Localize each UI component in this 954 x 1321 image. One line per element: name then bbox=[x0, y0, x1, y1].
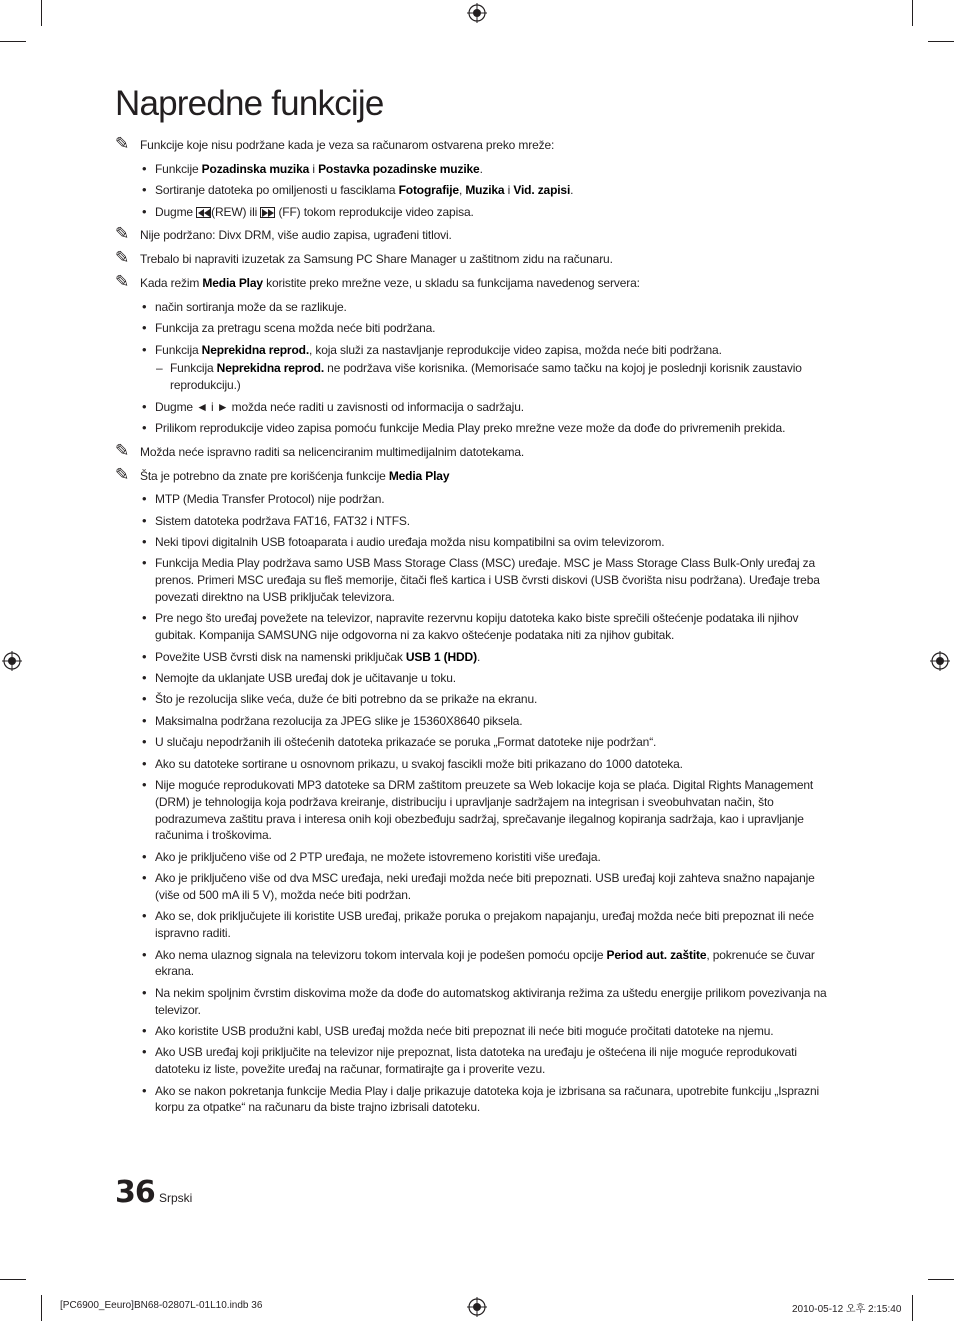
bold-term: Pozadinska muzika bbox=[201, 161, 310, 176]
list-item bbox=[115, 491, 840, 508]
crop-mark bbox=[41, 1295, 42, 1321]
bullet-icon: • bbox=[142, 320, 147, 336]
list-item bbox=[115, 342, 840, 359]
registration-mark-icon bbox=[2, 651, 22, 671]
page-number: 36 bbox=[115, 1175, 155, 1210]
text: Na nekim spoljnim čvrstim diskovima može da dođe do automatskog aktiviranja režima za uštedu energije prilikom povezivanja na televizor. bbox=[155, 985, 827, 1017]
text: Ako su datoteke sortirane u osnovnom prikazu, u svakoj fascikli može biti prikazano do 1000 datoteka. bbox=[155, 756, 683, 771]
text: Funkcija za pretragu scena možda neće biti podržana. bbox=[155, 321, 436, 336]
bullet-icon: • bbox=[142, 908, 147, 924]
text: (REW) ili bbox=[211, 204, 261, 219]
bold-term: Vid. zapisi bbox=[513, 183, 571, 198]
list-item bbox=[115, 399, 840, 416]
list-item bbox=[115, 734, 840, 751]
text: Nije moguće reprodukovati MP3 datoteke sa DRM zaštitom preuzete sa Web lokacije koja se plaća. Digital Rights Management (DRM) je tehnologija koja podržava kreiranje, distribuciju i upravljanje sadržajem na integrisan i sveobuhvatan način, što podrazumeva zaštitu prava i interesa onih koji obezbeđuju sadržaj, sprečavanje ilegalnog kopiranja sadržaja, kao i upravljanje računima i troškovima. bbox=[155, 778, 814, 843]
list-item bbox=[115, 1083, 840, 1117]
text: MTP (Media Transfer Protocol) nije podržan. bbox=[155, 492, 385, 507]
list-item bbox=[115, 985, 840, 1019]
bullet-icon: • bbox=[142, 398, 147, 414]
list-item bbox=[115, 691, 840, 708]
text: Dugme bbox=[155, 204, 197, 219]
crop-mark bbox=[912, 0, 913, 26]
list-item bbox=[115, 161, 840, 178]
text: . bbox=[476, 649, 481, 664]
fast-forward-icon bbox=[260, 207, 275, 218]
list-item bbox=[115, 320, 840, 337]
text: , pokrenuće se čuvar ekrana. bbox=[155, 947, 815, 979]
bold-term: USB 1 (HDD) bbox=[405, 649, 477, 664]
text: . bbox=[570, 183, 574, 198]
text: Maksimalna podržana rezolucija za JPEG slike je 15360X8640 piksela. bbox=[155, 713, 523, 728]
pencil-note-icon: ✎ bbox=[115, 464, 130, 484]
list-item bbox=[115, 1023, 840, 1040]
list-item bbox=[115, 908, 840, 942]
note-text: Funkcije koje nisu podržane kada je veza sa računarom ostvarena preko mreže: bbox=[140, 138, 555, 152]
bullet-icon: • bbox=[142, 777, 147, 792]
bullet-icon: • bbox=[142, 298, 147, 314]
bullet-icon: • bbox=[142, 160, 147, 176]
page-language: Srpski bbox=[159, 1191, 193, 1205]
list-item bbox=[115, 649, 840, 666]
bullet-icon: • bbox=[142, 870, 147, 886]
text: Prilikom reprodukcije video zapisa pomoću funkcije Media Play preko mrežne veze može da dođe do privremenih prekida. bbox=[155, 420, 786, 435]
text: Pre nego što uređaj povežete na televizor, napravite rezervnu kopiju datoteka kako biste sprečili oštećenje podataka ili njihov gubitak. Kompanija SAMSUNG nije odgovorna ni za kakvo oštećenje podataka niti za njihov gubitak. bbox=[155, 611, 799, 643]
bullet-icon: • bbox=[142, 341, 147, 357]
text: Sistem datoteka podržava FAT16, FAT32 i NTFS. bbox=[155, 513, 410, 528]
list-item bbox=[115, 204, 840, 221]
list-item bbox=[115, 713, 840, 730]
bold-term: Muzika bbox=[465, 183, 505, 198]
list-item bbox=[115, 534, 840, 551]
crop-mark bbox=[0, 1279, 26, 1280]
bullet-icon: • bbox=[142, 534, 147, 550]
crop-mark bbox=[928, 41, 954, 42]
text: Sortiranje datoteka po omiljenosti u fasciklama bbox=[155, 183, 399, 198]
text: Dugme ◄ i ► možda neće raditi u zavisnosti od informacija o sadržaju. bbox=[155, 399, 524, 414]
text: Ako se, dok priključujete ili koristite USB uređaj, prikaže poruka o prejakom napajanju, uređaj možda neće biti prepoznat ili neće ispravno raditi. bbox=[155, 909, 814, 941]
bullet-icon: • bbox=[142, 984, 147, 1000]
dash-marker: – bbox=[156, 361, 163, 376]
bullet-icon: • bbox=[142, 648, 147, 664]
bullet-icon: • bbox=[142, 419, 147, 435]
list-item bbox=[115, 756, 840, 773]
bullet-icon: • bbox=[142, 512, 147, 528]
note bbox=[115, 440, 840, 461]
text: Šta je potrebno da znate pre korišćenja funkcije bbox=[140, 468, 389, 483]
note bbox=[115, 248, 840, 268]
note-text: Možda neće ispravno raditi sa nelicenciranim multimedijalnim datotekama. bbox=[140, 444, 525, 459]
list-item bbox=[115, 420, 840, 437]
pencil-note-icon: ✎ bbox=[115, 440, 130, 460]
list-item bbox=[115, 849, 840, 866]
text: način sortiranja može da se razlikuje. bbox=[155, 299, 347, 314]
text: Ako je priključeno više od 2 PTP uređaja, ne možete istovremeno koristiti više uređaja. bbox=[155, 849, 601, 864]
list-item bbox=[115, 670, 840, 687]
bold-term: Postavka pozadinske muzike bbox=[318, 161, 480, 176]
text: . bbox=[479, 161, 483, 176]
bullet-icon: • bbox=[142, 755, 147, 771]
list-item bbox=[115, 1044, 840, 1078]
note bbox=[115, 134, 840, 154]
text: Ako koristite USB produžni kabl, USB uređaj možda neće biti prepoznat ili neće biti moguće pročitati datoteke na njemu. bbox=[155, 1023, 774, 1038]
text: i bbox=[504, 183, 514, 198]
text: Funkcija bbox=[155, 342, 202, 357]
bullet-icon: • bbox=[142, 1044, 147, 1060]
bullet-icon: • bbox=[142, 182, 147, 198]
list-item bbox=[115, 610, 840, 644]
text: Funkcija bbox=[170, 361, 217, 376]
text: Funkcije bbox=[155, 161, 202, 176]
list-item bbox=[115, 947, 840, 981]
pencil-note-icon: ✎ bbox=[115, 134, 130, 153]
list-item bbox=[115, 555, 840, 605]
bullet-icon: • bbox=[142, 946, 147, 962]
note bbox=[115, 224, 840, 244]
page-content bbox=[115, 134, 840, 1121]
bullet-icon: • bbox=[142, 555, 147, 571]
list-item bbox=[115, 870, 840, 904]
bullet-icon: • bbox=[142, 670, 147, 686]
text: koristite preko mrežne veze, u skladu sa funkcijama navedenog servera: bbox=[262, 275, 640, 290]
bold-term: Period aut. zaštite bbox=[606, 947, 707, 962]
text: (FF) tokom reprodukcije video zapisa. bbox=[275, 204, 474, 219]
note-text: Trebalo bi napraviti izuzetak za Samsung PC Share Manager u zaštitnom zidu na računaru. bbox=[140, 252, 613, 267]
list-item bbox=[115, 513, 840, 530]
text: Ako je priključeno više od dva MSC uređaja, neki uređaji možda neće biti prepoznati. USB uređaj koji zahteva snažno napajanje (više od 500 mA ili 5 V), možda neće biti podržan. bbox=[155, 871, 815, 902]
bold-term: Neprekidna reprod. bbox=[201, 342, 309, 357]
text: Povežite USB čvrsti disk na namenski priključak bbox=[155, 649, 406, 664]
sub-list-item bbox=[115, 360, 840, 394]
text: Ako nema ulaznog signala na televizoru tokom intervala koji je podešen pomoću opcije bbox=[155, 947, 607, 962]
text: ne podržava više korisnika. (Memorisaće samo tačku na kojoj je poslednji korisnik zaustavio reprodukciju.) bbox=[170, 361, 802, 393]
text: Neki tipovi digitalnih USB fotoaparata i audio uređaja možda nisu kompatibilni sa ovim televizorom. bbox=[155, 535, 665, 550]
registration-mark-icon bbox=[467, 3, 487, 23]
pencil-note-icon: ✎ bbox=[115, 248, 130, 268]
note bbox=[115, 464, 840, 485]
crop-mark bbox=[928, 1279, 954, 1280]
bullet-icon: • bbox=[142, 848, 147, 864]
bullet-icon: • bbox=[142, 491, 147, 507]
note bbox=[115, 271, 840, 292]
bold-term: Neprekidna reprod. bbox=[216, 361, 324, 376]
list-item bbox=[115, 299, 840, 316]
pencil-note-icon: ✎ bbox=[115, 271, 130, 291]
text: Nemojte da uklanjate USB uređaj dok je učitavanje u toku. bbox=[155, 671, 456, 686]
text: , koja služi za nastavljanje reprodukcije video zapisa, možda neće biti podržana. bbox=[309, 342, 722, 357]
bullet-icon: • bbox=[142, 712, 147, 728]
registration-mark-icon bbox=[930, 651, 950, 671]
bold-term: Media Play bbox=[388, 468, 450, 483]
text: i bbox=[309, 161, 319, 176]
footer-timestamp: 2010-05-12 오후 2:15:40 bbox=[792, 1304, 902, 1315]
rewind-icon bbox=[196, 207, 211, 218]
bullet-icon: • bbox=[142, 610, 147, 626]
text: Ako se nakon pokretanja funkcije Media Play i dalje prikazuje datoteka koja je izbrisana sa računara, upotrebite funkciju „Isprazni korpu za otpatke“ na računaru da biste trajno izbrisali datoteku. bbox=[155, 1083, 820, 1115]
text: Funkcija Media Play podržava samo USB Mass Storage Class (MSC) uređaje. MSC je Mass Storage Class Bulk-Only uređaj za prenos. Primeri MSC uređaja su fleš memorije, čitači fleš kartica i USB čvrsti diskovi (USB čvorišta nisu podržana). Uređaje treba povezati direktno na USB priključak televizora. bbox=[155, 556, 820, 605]
text: Što je rezolucija slike veća, duže će biti potrebno da se prikaže na ekranu. bbox=[155, 692, 538, 707]
text: U slučaju nepodržanih ili oštećenih datoteka prikazaće se poruka „Format datoteke nije podržan“. bbox=[155, 735, 657, 750]
pencil-note-icon: ✎ bbox=[115, 224, 130, 244]
bullet-icon: • bbox=[142, 1082, 147, 1098]
text: , bbox=[458, 183, 466, 198]
bold-term: Media Play bbox=[202, 275, 263, 290]
list-item bbox=[115, 777, 840, 844]
text: Kada režim bbox=[140, 275, 203, 290]
registration-mark-icon bbox=[467, 1297, 487, 1317]
text: Ako USB uređaj koji priključite na televizor nije prepoznat, lista datoteka na uređaju je oštećena ili nije moguće reprodukovati datoteku iz liste, povežite uređaj na računar, formatirajte ga i proverite vezu. bbox=[155, 1045, 797, 1077]
list-item bbox=[115, 182, 840, 199]
bold-term: Fotografije bbox=[398, 183, 459, 198]
note-text: Nije podržano: Divx DRM, više audio zapisa, ugrađeni titlovi. bbox=[140, 228, 452, 243]
bullet-icon: • bbox=[142, 203, 147, 219]
crop-mark bbox=[912, 1295, 913, 1321]
bullet-icon: • bbox=[142, 691, 147, 707]
bullet-icon: • bbox=[142, 1022, 147, 1038]
page-title: Napredne funkcije bbox=[115, 84, 384, 123]
crop-mark bbox=[0, 41, 26, 42]
bullet-icon: • bbox=[142, 734, 147, 750]
crop-mark bbox=[41, 0, 42, 26]
footer-file: [PC6900_Eeuro]BN68-02807L-01L10.indb 36 bbox=[60, 1300, 263, 1311]
